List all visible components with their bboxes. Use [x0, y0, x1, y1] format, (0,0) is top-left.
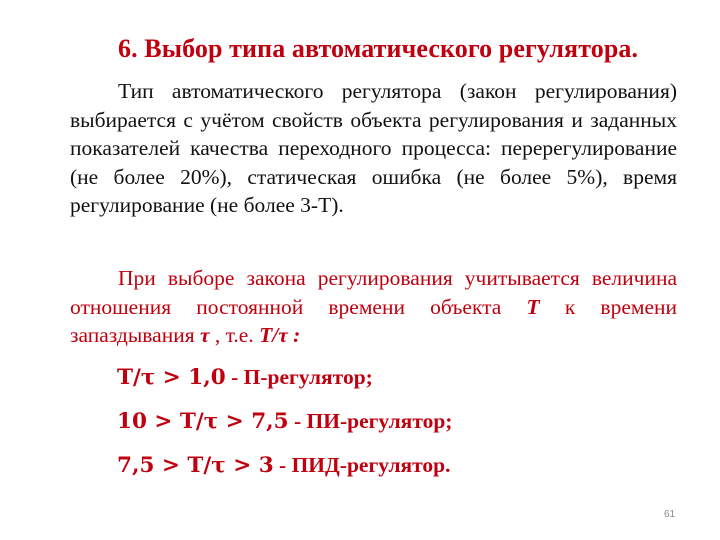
- colon: :: [293, 323, 301, 348]
- rule-pid-regulator: [117, 452, 451, 479]
- paragraph-2-text-a: При выборе закона регулирования учитывается величина отношения постоянной времени объекта: [70, 266, 677, 319]
- slide-title: 6. Выбор типа автоматического регулятора.: [118, 34, 639, 63]
- rule-label: - П-регулятор;: [231, 365, 373, 389]
- rule-condition: 7,5 > T/τ > 3: [117, 453, 274, 478]
- paragraph-2-text-b: к времени запаздывания: [70, 294, 678, 348]
- rule-label: - ПИ-регулятор;: [294, 409, 453, 433]
- page-number: 61: [664, 509, 676, 520]
- rule-label: - ПИД-регулятор.: [279, 453, 451, 477]
- symbol-tau: τ: [199, 323, 210, 348]
- paragraph-law-selection: [70, 264, 677, 350]
- rule-condition: 10 > T/τ > 7,5: [117, 409, 289, 434]
- rule-condition: T/τ > 1,0: [117, 365, 226, 390]
- paragraph-1-text: Тип автоматического регулятора (закон регулирования) выбирается с учётом свойств объекта регулирования и заданных показателей качества переходного процесса: перерегулирование (не более 20%), статическая ошибка (не более 5%), время регулирование (не более 3-Т).: [70, 79, 677, 218]
- paragraph-2-text-ie: , т.е.: [214, 323, 254, 348]
- symbol-T: T: [526, 294, 540, 319]
- rule-p-regulator: [117, 364, 373, 391]
- rule-pi-regulator: [117, 408, 452, 435]
- symbol-ratio: T/τ: [259, 323, 288, 348]
- paragraph-regulator-type: [70, 77, 677, 220]
